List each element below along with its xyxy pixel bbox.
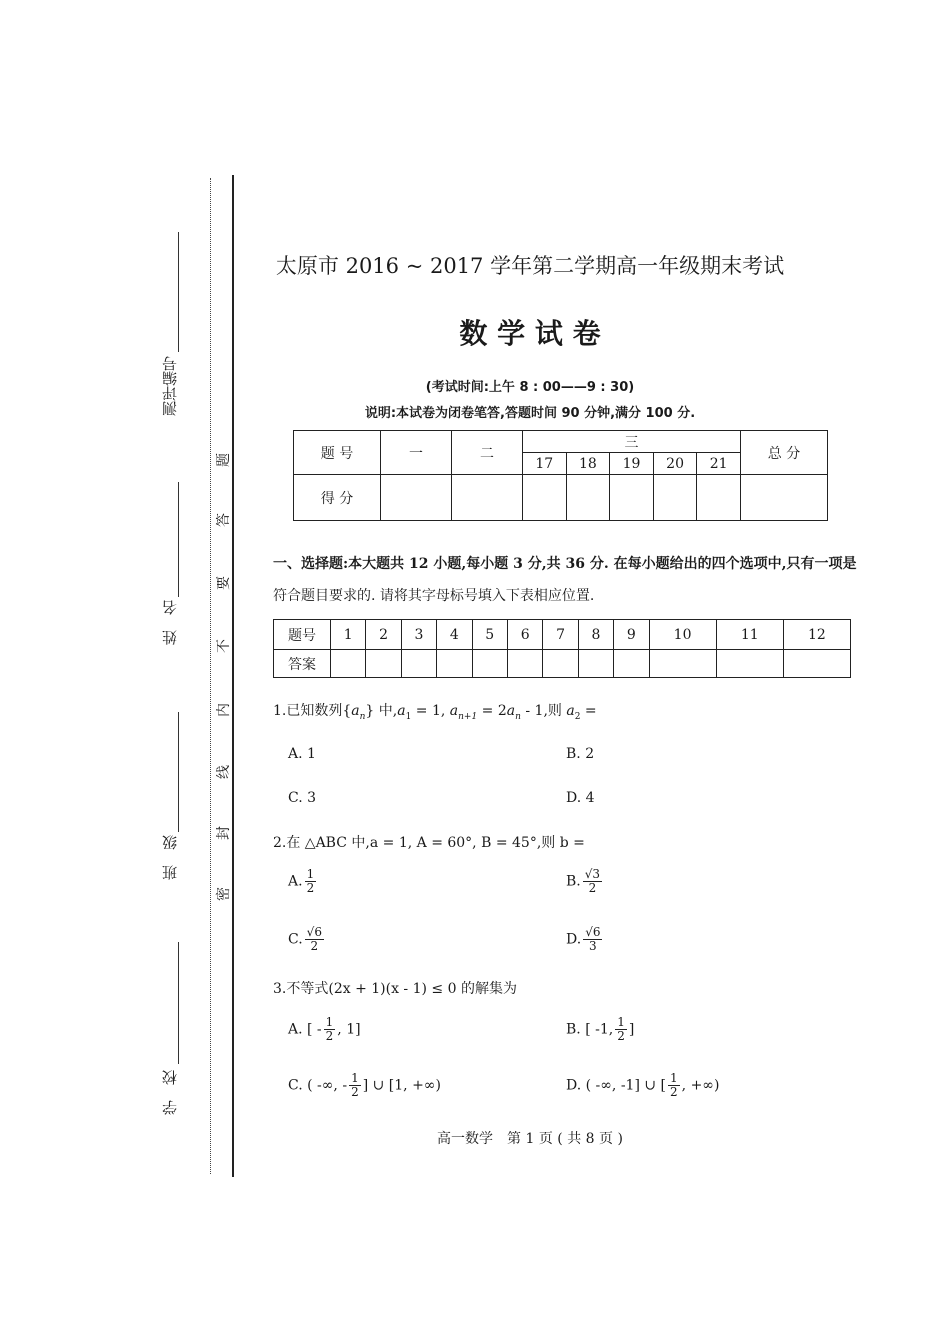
question-2-stem: 2.在 △ABC 中,a = 1, A = 60°, B = 45°,则 b = bbox=[273, 835, 585, 851]
score-table-sub: 20 bbox=[653, 453, 697, 475]
score-cell[interactable] bbox=[741, 475, 828, 521]
score-table-total: 总 分 bbox=[741, 431, 828, 475]
seal-char: 不 bbox=[216, 639, 232, 653]
score-table-label-q: 题 号 bbox=[294, 431, 381, 475]
option-2c[interactable]: C. $\frac{√6}{2}$ bbox=[288, 925, 322, 953]
answer-table-num: 2 bbox=[366, 620, 401, 650]
field-label: 姓 名 bbox=[161, 600, 179, 645]
option-2b[interactable]: B. $\frac{√3}{2}$ bbox=[566, 867, 601, 895]
score-cell[interactable] bbox=[653, 475, 697, 521]
score-cell[interactable] bbox=[452, 475, 523, 521]
seal-char: 内 bbox=[216, 703, 232, 717]
score-cell[interactable] bbox=[381, 475, 452, 521]
seal-char: 答 bbox=[216, 513, 232, 527]
question-1-stem: 1.已知数列$\{a_n\}$ 中$,a_1 = 1$, $a_{n+1} = 2a_n - 1$,则 $a_2$ = bbox=[273, 703, 597, 722]
seal-char: 要 bbox=[216, 576, 232, 590]
answer-cell[interactable] bbox=[507, 650, 542, 678]
seal-char: 封 bbox=[216, 826, 232, 840]
option-3a[interactable]: A. [ - $\frac{1}{2}$ , 1] bbox=[288, 1015, 361, 1043]
field-label: 班 级 bbox=[161, 835, 179, 880]
option-1c[interactable]: C. 3 bbox=[288, 790, 317, 806]
answer-table-num: 9 bbox=[614, 620, 649, 650]
score-cell[interactable] bbox=[697, 475, 741, 521]
score-table-sub: 19 bbox=[610, 453, 654, 475]
score-table-label-score: 得 分 bbox=[294, 475, 381, 521]
score-cell[interactable] bbox=[566, 475, 610, 521]
answer-table bbox=[273, 619, 851, 678]
seal-char: 题 bbox=[216, 453, 232, 467]
exam-title: 太原市 2016 ~ 2017 学年第二学期高一年级期末考试 bbox=[275, 254, 785, 278]
option-2a[interactable]: A. $\frac{1}{2}$ bbox=[288, 867, 315, 895]
score-cell[interactable] bbox=[523, 475, 567, 521]
answer-cell[interactable] bbox=[716, 650, 783, 678]
answer-cell[interactable] bbox=[401, 650, 436, 678]
answer-table-num: 4 bbox=[437, 620, 472, 650]
answer-cell[interactable] bbox=[543, 650, 578, 678]
option-3d[interactable]: D. ( -∞, -1] ∪ [ $\frac{1}{2}$ , +∞) bbox=[566, 1071, 720, 1099]
option-1a[interactable]: A. 1 bbox=[288, 746, 316, 762]
answer-table-label-q: 题号 bbox=[274, 620, 331, 650]
answer-table-num: 8 bbox=[578, 620, 613, 650]
answer-cell[interactable] bbox=[437, 650, 472, 678]
option-3c[interactable]: C. ( -∞, - $\frac{1}{2}$ ] ∪ [1, +∞) bbox=[288, 1071, 441, 1099]
answer-table-num: 10 bbox=[649, 620, 716, 650]
exam-note: 说明:本试卷为闭卷笔答,答题时间 90 分钟,满分 100 分. bbox=[364, 406, 696, 421]
answer-cell[interactable] bbox=[366, 650, 401, 678]
score-table-col-two: 二 bbox=[452, 431, 523, 475]
score-table-sub: 21 bbox=[697, 453, 741, 475]
question-3-stem: 3.不等式(2x + 1)(x - 1) ≤ 0 的解集为 bbox=[273, 981, 517, 997]
answer-table-num: 7 bbox=[543, 620, 578, 650]
answer-table-num: 12 bbox=[783, 620, 850, 650]
option-3b[interactable]: B. [ -1, $\frac{1}{2}$ ] bbox=[566, 1015, 635, 1043]
answer-cell[interactable] bbox=[783, 650, 850, 678]
option-1b[interactable]: B. 2 bbox=[566, 746, 595, 762]
answer-table-num: 3 bbox=[401, 620, 436, 650]
answer-table-num: 1 bbox=[331, 620, 366, 650]
answer-table-num: 6 bbox=[507, 620, 542, 650]
score-table-sub: 18 bbox=[566, 453, 610, 475]
score-table-col-three: 三 bbox=[523, 431, 741, 453]
score-table-sub: 17 bbox=[523, 453, 567, 475]
field-underline bbox=[178, 482, 179, 597]
field-underline bbox=[178, 712, 179, 832]
score-table bbox=[293, 430, 828, 521]
section1-instructions-line1: 一、选择题:本大题共 12 小题,每小题 3 分,共 36 分. 在每小题给出的四个选项中,只有一项是 bbox=[273, 556, 857, 572]
subject-title: 数 学 试 卷 bbox=[459, 317, 601, 350]
answer-cell[interactable] bbox=[331, 650, 366, 678]
answer-cell[interactable] bbox=[472, 650, 507, 678]
option-2d[interactable]: D. $\frac{√6}{3}$ bbox=[566, 925, 601, 953]
score-cell[interactable] bbox=[610, 475, 654, 521]
answer-table-num: 11 bbox=[716, 620, 783, 650]
exam-time: (考试时间:上午 8 : 00——9 : 30) bbox=[425, 380, 635, 395]
answer-table-num: 5 bbox=[472, 620, 507, 650]
option-1d[interactable]: D. 4 bbox=[566, 790, 595, 806]
section1-instructions-line2: 符合题目要求的. 请将其字母标号填入下表相应位置. bbox=[273, 588, 595, 604]
answer-table-label-a: 答案 bbox=[274, 650, 331, 678]
field-label: 学 校 bbox=[161, 1070, 179, 1115]
page-footer: 高一数学 第 1 页 ( 共 8 页 ) bbox=[437, 1131, 623, 1147]
seal-char: 线 bbox=[216, 765, 232, 779]
answer-cell[interactable] bbox=[614, 650, 649, 678]
field-underline bbox=[178, 942, 179, 1064]
score-table-col-one: 一 bbox=[381, 431, 452, 475]
answer-cell[interactable] bbox=[649, 650, 716, 678]
field-label: 测评编号 bbox=[161, 356, 179, 416]
seal-char: 密 bbox=[216, 887, 232, 901]
answer-cell[interactable] bbox=[578, 650, 613, 678]
